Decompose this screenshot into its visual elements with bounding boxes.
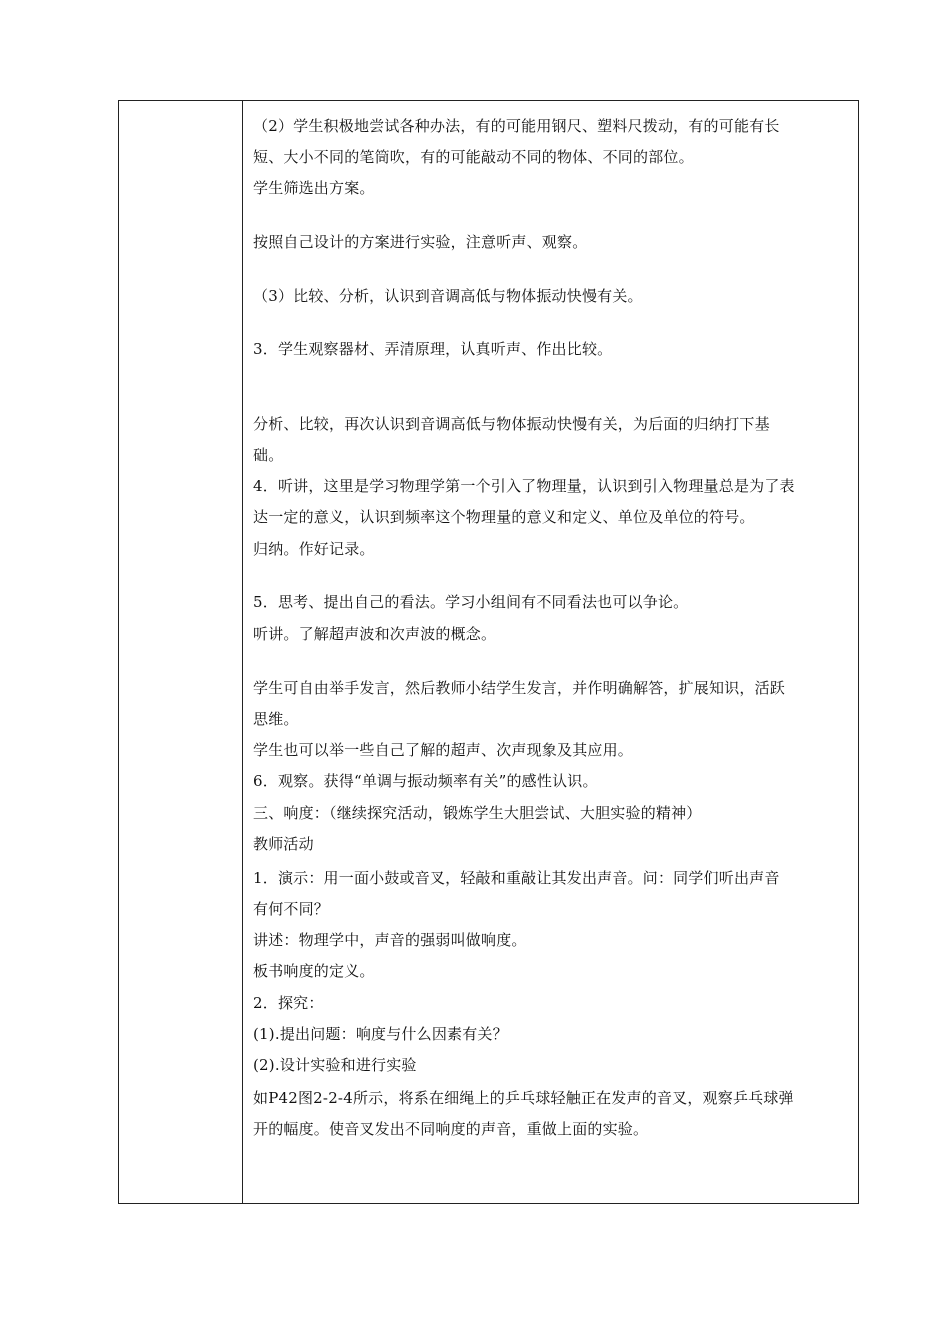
- table-left-column: [119, 101, 243, 1203]
- text-line: (1).提出问题：响度与什么因素有关？: [253, 1025, 508, 1043]
- text-line: 3．学生观察器材、弄清原理，认真听声、作出比较。: [253, 340, 613, 358]
- text-line: 有何不同？: [253, 900, 330, 918]
- text-line: 4．听讲，这里是学习物理学第一个引入了物理量，认识到引入物理量总是为了表: [253, 477, 795, 495]
- text-line: 板书响度的定义。: [253, 962, 375, 980]
- text-line: (2).设计实验和进行实验: [253, 1056, 417, 1074]
- text-line: 开的幅度。使音叉发出不同响度的声音，重做上面的实验。: [253, 1120, 649, 1138]
- text-line: 5．思考、提出自己的看法。学习小组间有不同看法也可以争论。: [253, 593, 689, 611]
- text-line: 础。: [253, 446, 284, 464]
- text-line: 短、大小不同的笔筒吹，有的可能敲动不同的物体、不同的部位。: [253, 148, 694, 166]
- text-line: 三、响度：（继续探究活动，锻炼学生大胆尝试、大胆实验的精神）: [253, 804, 702, 822]
- text-line: 按照自己设计的方案进行实验，注意听声、观察。: [253, 233, 588, 251]
- lesson-plan-table: [118, 100, 859, 1204]
- text-line: 分析、比较，再次认识到音调高低与物体振动快慢有关，为后面的归纳打下基: [253, 415, 770, 433]
- text-line: 6．观察。获得“单调与振动频率有关”的感性认识。: [253, 772, 598, 790]
- text-line: （2）学生积极地尝试各种办法，有的可能用钢尺、塑料尺拨动，有的可能有长: [253, 117, 780, 135]
- text-line: 学生可自由举手发言，然后教师小结学生发言，并作明确解答，扩展知识，活跃: [253, 679, 786, 697]
- text-line: 1．演示：用一面小鼓或音叉，轻敲和重敲让其发出声音。问：同学们听出声音: [253, 869, 780, 887]
- text-line: 听讲。了解超声波和次声波的概念。: [253, 625, 497, 643]
- text-line: 如P42图2-2-4所示，将系在细绳上的乒乓球轻触正在发声的音叉，观察乒乓球弹: [253, 1089, 794, 1107]
- text-line: （3）比较、分析，认识到音调高低与物体振动快慢有关。: [253, 287, 643, 305]
- text-line: 思维。: [253, 710, 299, 728]
- text-line: 学生也可以举一些自己了解的超声、次声现象及其应用。: [253, 741, 634, 759]
- text-line: 达一定的意义，认识到频率这个物理量的意义和定义、单位及单位的符号。: [253, 508, 755, 526]
- text-line: 2．探究：: [253, 994, 324, 1012]
- text-line: 教师活动: [253, 835, 314, 853]
- text-line: 讲述：物理学中，声音的强弱叫做响度。: [253, 931, 527, 949]
- text-line: 学生筛选出方案。: [253, 179, 375, 197]
- table-right-column: [243, 101, 858, 1203]
- text-line: 归纳。作好记录。: [253, 540, 375, 558]
